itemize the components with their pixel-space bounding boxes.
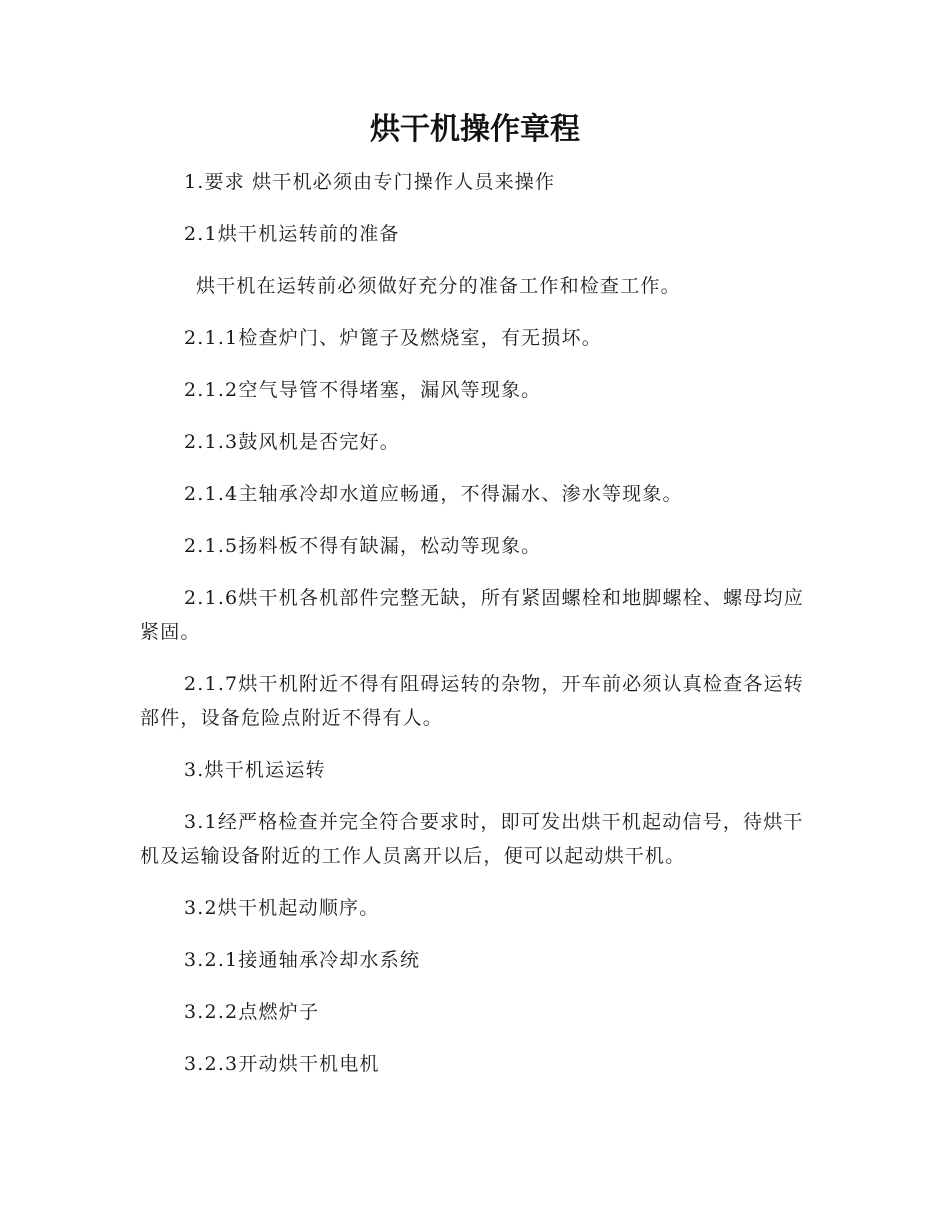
paragraph-section-2-1: 2.1烘干机运转前的准备 — [184, 223, 400, 245]
paragraph-2-1-7: 2.1.7烘干机附近不得有阻碍运转的杂物，开车前必须认真检查各运转部件，设备危险点附近不得有人。 — [140, 673, 804, 729]
paragraph-2-1-5: 2.1.5扬料板不得有缺漏，松动等现象。 — [184, 535, 542, 557]
paragraph-3-2-2: 3.2.2点燃炉子 — [184, 1001, 320, 1023]
paragraph-2-1-2: 2.1.2空气导管不得堵塞，漏风等现象。 — [184, 379, 542, 401]
paragraph-2-1-3: 2.1.3鼓风机是否完好。 — [184, 431, 400, 453]
paragraph-3-2: 3.2烘干机起动顺序。 — [184, 897, 380, 919]
paragraph-3-1: 3.1经严格检查并完全符合要求时，即可发出烘干机起动信号，待烘干机及运输设备附近的工作人员离开以后，便可以起动烘干机。 — [140, 811, 804, 867]
paragraph-2-1-6: 2.1.6烘干机各机部件完整无缺，所有紧固螺栓和地脚螺栓、螺母均应紧固。 — [140, 587, 804, 643]
paragraph-requirement: 1.要求 烘干机必须由专门操作人员来操作 — [184, 171, 556, 193]
paragraph-3-2-1: 3.2.1接通轴承冷却水系统 — [184, 949, 421, 971]
document-title: 烘干机操作章程 — [370, 112, 580, 147]
paragraph-2-1-1: 2.1.1检查炉门、炉篦子及燃烧室，有无损坏。 — [184, 327, 602, 349]
paragraph-3-2-3: 3.2.3开动烘干机电机 — [184, 1053, 380, 1075]
paragraph-section-3: 3.烘干机运运转 — [184, 759, 326, 781]
paragraph-2-1-4: 2.1.4主轴承冷却水道应畅通，不得漏水、渗水等现象。 — [184, 483, 683, 505]
paragraph-preparation-intro: 烘干机在运转前必须做好充分的准备工作和检查工作。 — [196, 275, 681, 297]
document-body — [140, 165, 810, 1081]
